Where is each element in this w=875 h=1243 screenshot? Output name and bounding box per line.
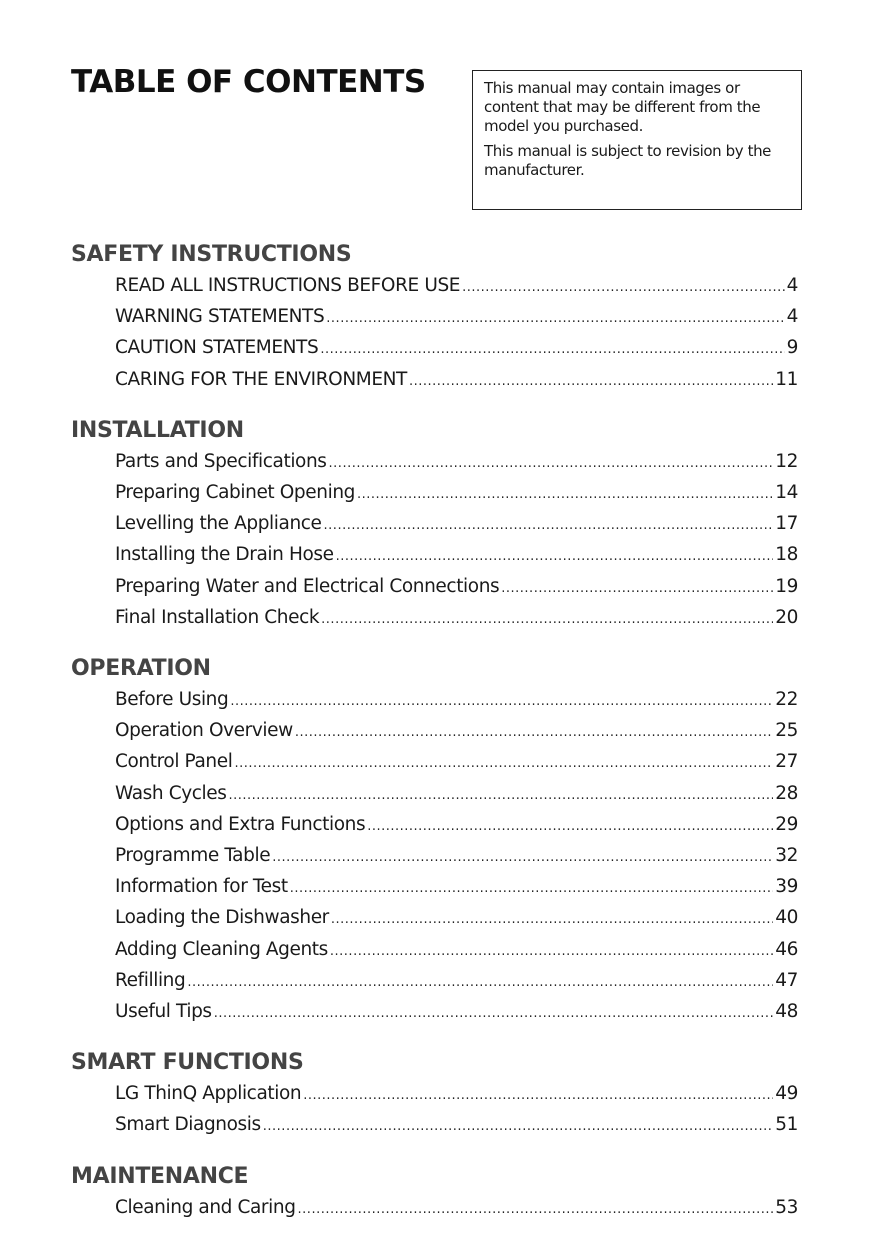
dot-leader	[290, 874, 774, 903]
dot-leader	[357, 480, 773, 509]
entry-label: READ ALL INSTRUCTIONS BEFORE USE	[115, 275, 461, 296]
entry-label: CAUTION STATEMENTS	[115, 337, 319, 359]
toc-entry[interactable]	[115, 509, 798, 540]
table-of-contents	[71, 239, 798, 1243]
dot-leader	[214, 999, 774, 1028]
entry-label: Loading the Dishwasher	[115, 907, 329, 929]
toc-entry[interactable]	[115, 779, 798, 810]
entry-page: 25	[775, 720, 798, 742]
toc-entry[interactable]	[115, 716, 798, 747]
toc-entry[interactable]	[115, 365, 798, 396]
entry-page: 12	[775, 450, 798, 472]
dot-leader	[501, 574, 773, 603]
toc-section	[71, 1047, 798, 1141]
toc-entry[interactable]	[115, 810, 798, 841]
toc-entry[interactable]	[115, 603, 798, 634]
entry-page: 14	[775, 482, 798, 504]
toc-entry[interactable]	[115, 572, 798, 603]
dot-leader	[324, 511, 774, 540]
entry-page: 4	[786, 275, 798, 296]
section-title: OPERATION	[71, 656, 211, 682]
toc-entry[interactable]	[115, 966, 798, 997]
toc-entry[interactable]	[115, 1110, 798, 1141]
entry-page: 20	[775, 606, 798, 628]
toc-entry[interactable]	[115, 997, 798, 1028]
entry-label: Useful Tips	[115, 1001, 212, 1023]
entry-label: Refilling	[115, 969, 186, 991]
toc-entry[interactable]	[115, 540, 798, 571]
entry-page: 40	[775, 907, 798, 929]
entry-page: 53	[775, 1196, 798, 1218]
page-title: TABLE OF CONTENTS	[71, 64, 426, 100]
entry-label: Programme Table	[115, 845, 271, 867]
notice-text: This manual is subject to revision by the manufacturer.	[484, 142, 772, 179]
dot-leader	[330, 937, 773, 966]
entry-label: Wash Cycles	[115, 782, 227, 804]
dot-leader	[263, 1112, 773, 1141]
entry-page: 19	[775, 575, 798, 597]
toc-entry[interactable]	[115, 903, 798, 934]
entry-page: 11	[775, 368, 798, 390]
entry-page: 46	[775, 938, 798, 960]
toc-entry[interactable]	[115, 478, 798, 509]
entry-label: Final Installation Check	[115, 606, 320, 628]
entry-label: Cleaning and Caring	[115, 1196, 296, 1218]
toc-entry[interactable]	[115, 1079, 798, 1110]
entry-label: LG ThinQ Application	[115, 1083, 302, 1105]
entry-label: Operation Overview	[115, 720, 293, 742]
dot-leader	[336, 542, 774, 571]
notice-text: This manual may contain images or content that may be different from the model you purchased.	[484, 79, 761, 135]
entry-page: 28	[775, 782, 798, 804]
toc-entry[interactable]	[115, 333, 798, 364]
entry-label: Control Panel	[115, 751, 233, 773]
dot-leader	[234, 749, 773, 778]
toc-entry[interactable]	[115, 841, 798, 872]
toc-entry[interactable]	[115, 747, 798, 778]
entry-page: 17	[775, 513, 798, 535]
toc-section	[71, 239, 798, 396]
entry-page: 47	[775, 969, 798, 991]
entry-page: 48	[775, 1001, 798, 1023]
dot-leader	[229, 781, 774, 810]
toc-entry[interactable]	[115, 271, 798, 302]
dot-leader	[321, 605, 773, 634]
entry-page: 27	[775, 751, 798, 773]
section-title: SMART FUNCTIONS	[71, 1050, 304, 1076]
toc-entry[interactable]	[115, 685, 798, 716]
section-title: SAFETY INSTRUCTIONS	[71, 242, 352, 267]
entry-page: 32	[775, 845, 798, 867]
toc-section	[71, 1161, 798, 1224]
entry-page: 39	[775, 876, 798, 898]
section-title: MAINTENANCE	[71, 1163, 249, 1189]
entry-label: Information for Test	[115, 876, 288, 898]
dot-leader	[409, 367, 773, 396]
dot-leader	[272, 843, 773, 872]
dot-leader	[329, 449, 774, 478]
notice-box	[472, 70, 802, 210]
dot-leader	[298, 1195, 774, 1224]
toc-section	[71, 653, 798, 1028]
entry-label: Preparing Cabinet Opening	[115, 482, 355, 504]
dot-leader	[230, 687, 773, 716]
toc-entry[interactable]	[115, 302, 798, 333]
entry-page: 49	[775, 1083, 798, 1105]
entry-page: 4	[786, 306, 798, 328]
entry-label: Smart Diagnosis	[115, 1114, 261, 1136]
dot-leader	[326, 304, 784, 333]
entry-label: Installing the Drain Hose	[115, 544, 334, 566]
entry-label: CARING FOR THE ENVIRONMENT	[115, 368, 407, 390]
entry-label: Adding Cleaning Agents	[115, 938, 328, 960]
entry-page: 9	[786, 337, 798, 359]
dot-leader	[462, 273, 785, 302]
dot-leader	[320, 335, 784, 364]
dot-leader	[295, 718, 773, 747]
entry-page: 22	[775, 689, 798, 711]
toc-entry[interactable]	[115, 447, 798, 478]
entry-label: Levelling the Appliance	[115, 513, 322, 535]
entry-page: 51	[775, 1114, 798, 1136]
section-title: INSTALLATION	[71, 417, 244, 443]
dot-leader	[331, 905, 773, 934]
toc-entry[interactable]	[115, 872, 798, 903]
entry-label: Parts and Specifications	[115, 450, 327, 472]
entry-page: 29	[775, 813, 798, 835]
toc-entry[interactable]	[115, 1193, 798, 1224]
entry-page: 18	[775, 544, 798, 566]
entry-label: Before Using	[115, 689, 229, 711]
dot-leader	[303, 1081, 773, 1110]
entry-label: WARNING STATEMENTS	[115, 306, 325, 328]
entry-label: Preparing Water and Electrical Connections	[115, 575, 500, 597]
dot-leader	[187, 968, 773, 997]
toc-section	[71, 415, 798, 634]
dot-leader	[367, 812, 773, 841]
entry-label: Options and Extra Functions	[115, 813, 366, 835]
toc-entry[interactable]	[115, 935, 798, 966]
